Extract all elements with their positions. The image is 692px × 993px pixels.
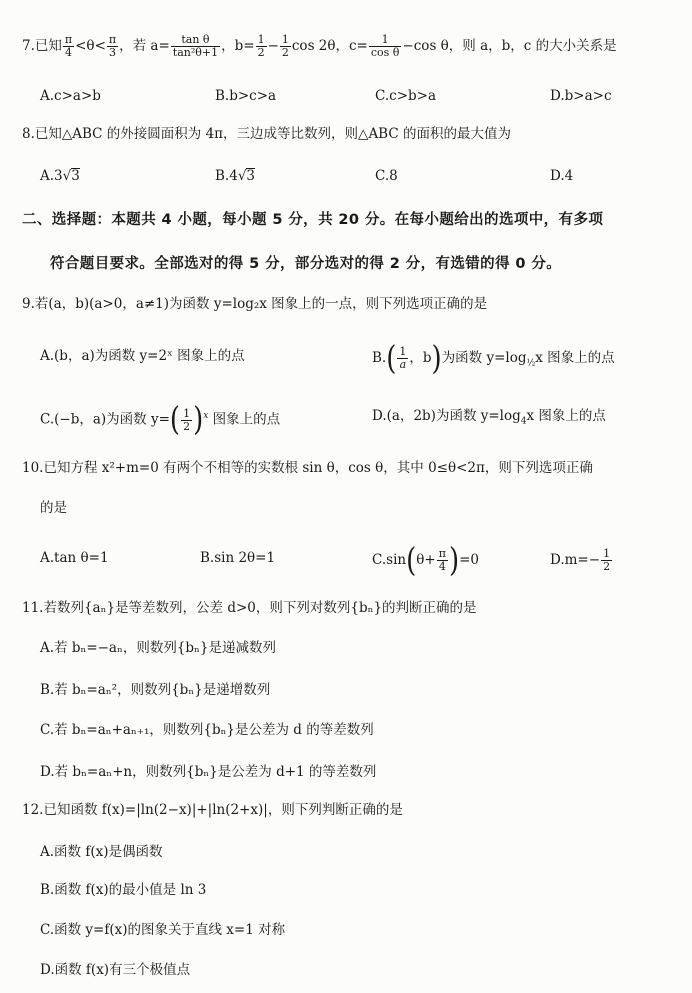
q7-b-frac2: $\frac{1}{2}$ [281,33,289,59]
q7-stem: 7.已知 $\frac{\pi}{4}$ <θ< $\frac{\pi}{3}$ ，若 a= $\frac{\text{tan θ}}{\text{tan²θ+1}}$ ，b= $\frac{1}{2}$ − $\frac{1}{2}$ cos 2θ，c= $\frac{1}{\text{cos θ}}$ −cos θ，则 a，b，c 的大小关系是 [22,33,617,59]
q10-option-a: A.tan θ=1 [40,550,109,566]
q7-option-c: C.c>b>a [375,88,437,104]
q7-option-a: A.c>a>b [40,88,101,104]
q9-stem: 9.若(a，b)(a>0，a≠1)为函数 y=log₂x 图象上的一点，则下列选项正确的是 [22,296,488,312]
q11-option-c: C.若 bₙ=aₙ+aₙ₊₁，则数列{bₙ}是公差为 d 的等差数列 [40,722,374,738]
q11-option-d: D.若 bₙ=aₙ+n，则数列{bₙ}是公差为 d+1 的等差数列 [40,764,377,780]
q7-frac-pi4: $\frac{\pi}{4}$ [64,33,73,59]
q10-stem-line2: 的是 [40,500,67,516]
q7-option-d: D.b>a>c [550,88,612,104]
q8-option-c: C.8 [375,168,398,184]
q12-option-b: B.函数 f(x)的最小值是 ln 3 [40,882,207,898]
q7-frac-pi3: $\frac{\pi}{3}$ [108,33,117,59]
q8-stem: 8.已知△ABC 的外接圆面积为 4π，三边成等比数列，则△ABC 的面积的最大值为 [22,126,511,142]
q12-option-c: C.函数 y=f(x)的图象关于直线 x=1 对称 [40,922,286,938]
q10-stem-line1: 10.已知方程 x²+m=0 有两个不相等的实数根 sin θ，cos θ，其中 0≤θ<2π，则下列选项正确 [22,460,593,476]
q11-option-a: A.若 bₙ=−aₙ，则数列{bₙ}是递减数列 [40,640,276,656]
q11-stem: 11.若数列{aₙ}是等差数列，公差 d>0，则下列对数列{bₙ}的判断正确的是 [22,600,477,616]
q12-option-d: D.函数 f(x)有三个极值点 [40,962,191,978]
q12-option-a: A.函数 f(x)是偶函数 [40,844,163,860]
q9-option-b: B.( $\frac{1}{a}$ ，b)为函数 $y=\log_{\frac{1}{2}}x$ 图象上的点 [372,339,615,378]
q12-stem: 12.已知函数 f(x)=|ln(2−x)|+|ln(2+x)|，则下列判断正确的是 [22,802,403,818]
q10-option-c: C.sin(θ+ $\frac{\pi}{4}$ )=0 [372,541,479,580]
section2-heading-line2: 符合题目要求。全部选对的得 5 分，部分选对的得 2 分，有选错的得 0 分。 [50,256,562,272]
q7-c-frac: $\frac{1}{\text{cos θ}}$ [370,33,400,59]
q8-option-b: B.4√3 [215,168,256,184]
q9-option-d: D.(a，2b)为函数 $y=\log_4x$ 图象上的点 [372,408,606,427]
q9-option-a: A.(b，a)为函数 y=2ˣ 图象上的点 [40,348,245,364]
section2-heading-line1: 二、选择题：本题共 4 小题，每小题 5 分，共 20 分。在每小题给出的选项中，有多项 [22,212,604,228]
q10-option-d: D.m=− $\frac{1}{2}$ [550,547,611,573]
q8-option-d: D.4 [550,168,574,184]
q7-a-frac: $\frac{\text{tan θ}}{\text{tan²θ+1}}$ [172,33,219,59]
q8-option-a: A.3√3 [40,168,80,184]
q7-option-b: B.b>c>a [215,88,277,104]
q9-option-c: C.(−b，a)为函数 y=( $\frac{1}{2}$ )$^x$ 图象上的点 [40,401,281,439]
q10-option-b: B.sin 2θ=1 [200,550,276,566]
q11-option-b: B.若 bₙ=aₙ²，则数列{bₙ}是递增数列 [40,682,271,698]
q7-b-frac1: $\frac{1}{2}$ [257,33,265,59]
